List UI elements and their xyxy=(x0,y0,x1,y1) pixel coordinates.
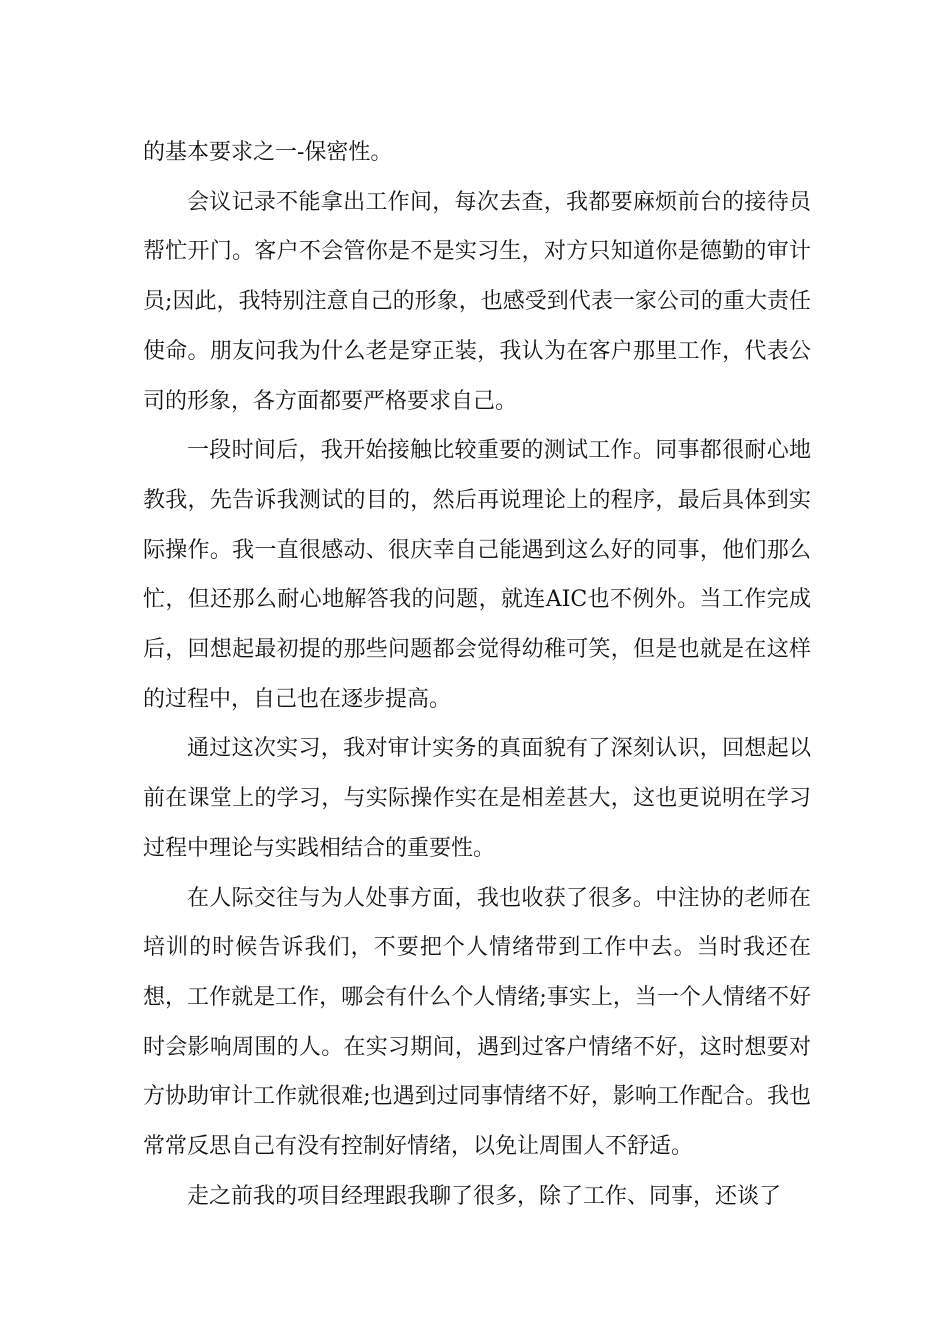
paragraph-5: 在人际交往与为人处事方面，我也收获了很多。中注协的老师在培训的时候告诉我们，不要把个人情绪带到工作中去。当时我还在想，工作就是工作，哪会有什么个人情绪;事实上，当一个人情绪不好时会影响周围的人。在实习期间，遇到过客户情绪不好，这时想要对方协助审计工作就很难;也遇到过同事情绪不好，影响工作配合。我也常常反思自己有没有控制好情绪，以免让周围人不舒适。 xyxy=(143,885,811,1160)
paragraph-4: 通过这次实习，我对审计实务的真面貌有了深刻认识，回想起以前在课堂上的学习，与实际操作实在是相差甚大，这也更说明在学习过程中理论与实践相结合的重要性。 xyxy=(143,736,811,861)
paragraph-3: 一段时间后，我开始接触比较重要的测试工作。同事都很耐心地教我，先告诉我测试的目的，然后再说理论上的程序，最后具体到实际操作。我一直很感动、很庆幸自己能遇到这么好的同事，他们那么忙，但还那么耐心地解答我的问题，就连AIC也不例外。当工作完成后，回想起最初提的那些问题都会觉得幼稚可笑，但是也就是在这样的过程中，自己也在逐步提高。 xyxy=(143,438,811,712)
paragraph-6: 走之前我的项目经理跟我聊了很多，除了工作、同事，还谈了 xyxy=(187,1183,782,1209)
paragraph-1: 的基本要求之一-保密性。 xyxy=(143,140,393,165)
document-body xyxy=(143,128,811,1221)
paragraph-2: 会议记录不能拿出工作间，每次去查，我都要麻烦前台的接待员帮忙开门。客户不会管你是不是实习生，对方只知道你是德勤的审计员;因此，我特别注意自己的形象，也感受到代表一家公司的重大责任使命。朋友问我为什么老是穿正装，我认为在客户那里工作，代表公司的形象，各方面都要严格要求自己。 xyxy=(143,189,811,414)
